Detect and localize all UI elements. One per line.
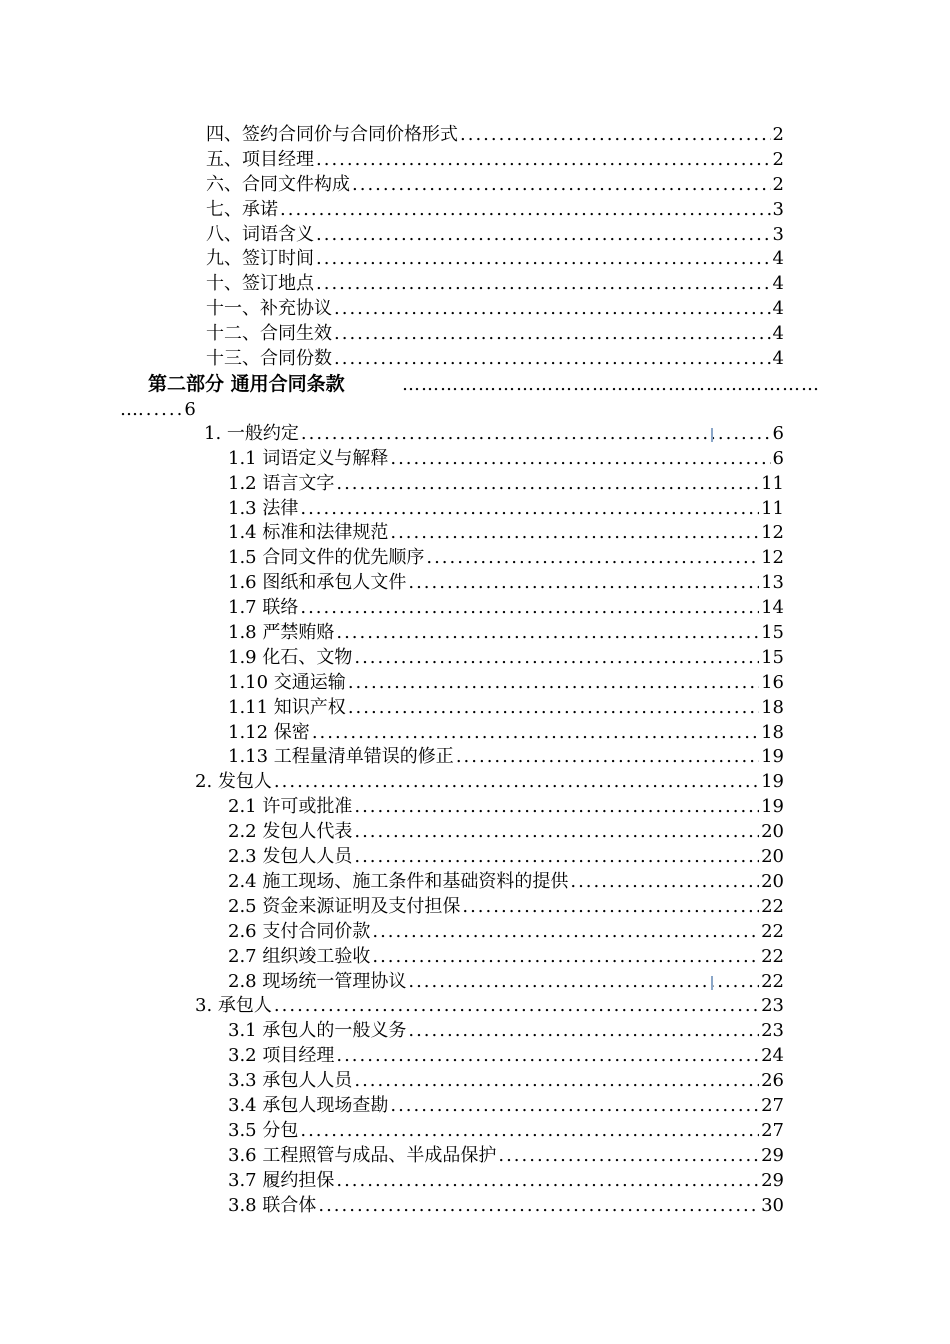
toc-leader xyxy=(334,621,759,646)
toc-entry[interactable] xyxy=(206,198,784,223)
toc-leader xyxy=(314,148,771,173)
toc-entry[interactable] xyxy=(228,920,784,945)
toc-entry[interactable] xyxy=(206,148,784,173)
toc-label: 2.2 发包人代表 xyxy=(228,821,353,843)
toc-page: 29 xyxy=(761,1144,784,1166)
toc-row xyxy=(0,1119,950,1144)
toc-page: 6 xyxy=(772,422,784,444)
toc-leader xyxy=(332,297,771,322)
toc-page: 20 xyxy=(761,870,784,892)
toc-label: 十一、补充协议 xyxy=(206,298,332,320)
part2-heading[interactable] xyxy=(0,372,950,422)
toc-row xyxy=(0,521,950,546)
toc-leader xyxy=(352,820,759,845)
toc-page: 18 xyxy=(761,721,784,743)
toc-label: 1.1 词语定义与解释 xyxy=(228,447,389,469)
toc-row xyxy=(0,671,950,696)
toc-entry[interactable] xyxy=(228,497,784,522)
toc-page: 19 xyxy=(761,746,784,768)
toc-label: 2.1 许可或批准 xyxy=(228,796,353,818)
toc-entry[interactable] xyxy=(228,1144,784,1169)
toc-label: 1.13 工程量清单错误的修正 xyxy=(228,746,454,768)
toc-entry[interactable] xyxy=(228,472,784,497)
toc-leader: ...... xyxy=(138,398,185,420)
toc-leader xyxy=(272,994,759,1019)
part2-leader-tail: … xyxy=(120,398,138,420)
toc-label: 1.3 法律 xyxy=(228,497,299,519)
toc-row xyxy=(0,795,950,820)
toc-row xyxy=(0,1194,950,1219)
toc-row xyxy=(0,272,950,297)
toc-label: 1.5 合同文件的优先顺序 xyxy=(228,547,425,569)
toc-leader xyxy=(352,646,759,671)
toc-label: 1.9 化石、文物 xyxy=(228,646,353,668)
toc-row xyxy=(0,322,950,347)
toc-leader xyxy=(406,571,759,596)
toc-entry[interactable] xyxy=(228,621,784,646)
toc-row xyxy=(0,820,950,845)
toc-page: 22 xyxy=(761,945,784,967)
toc-entry[interactable] xyxy=(228,1044,784,1069)
toc-label: 2.5 资金来源证明及支付担保 xyxy=(228,895,461,917)
toc-row xyxy=(0,247,950,272)
toc-label: 六、合同文件构成 xyxy=(206,173,350,195)
toc-leader xyxy=(496,1144,759,1169)
toc-entry[interactable] xyxy=(228,671,784,696)
toc-chapter-2[interactable] xyxy=(195,770,784,795)
toc-entry[interactable] xyxy=(206,223,784,248)
toc-label: 1.10 交通运输 xyxy=(228,671,346,693)
toc-label: 3. 承包人 xyxy=(195,995,272,1017)
toc-entry[interactable] xyxy=(206,322,784,347)
toc-page: 6 xyxy=(184,398,196,420)
toc-page: 4 xyxy=(772,248,784,270)
toc-label: 2.4 施工现场、施工条件和基础资料的提供 xyxy=(228,870,569,892)
toc-entry[interactable] xyxy=(228,845,784,870)
toc-row xyxy=(0,173,950,198)
toc-label: 1.12 保密 xyxy=(228,721,310,743)
toc-row xyxy=(0,970,950,995)
toc-leader xyxy=(388,1094,759,1119)
toc-entry[interactable] xyxy=(228,596,784,621)
toc-label: 五、项目经理 xyxy=(206,148,314,170)
toc-page: 13 xyxy=(761,572,784,594)
toc-label: 1.2 语言文字 xyxy=(228,472,335,494)
toc-row xyxy=(0,546,950,571)
toc-page: 4 xyxy=(772,273,784,295)
toc-row xyxy=(0,148,950,173)
toc-leader xyxy=(370,945,759,970)
toc-row xyxy=(0,621,950,646)
toc-page: 14 xyxy=(761,597,784,619)
toc-leader xyxy=(298,497,759,522)
toc-row xyxy=(0,123,950,148)
toc-entry[interactable] xyxy=(228,696,784,721)
toc-leader xyxy=(332,322,771,347)
toc-row xyxy=(0,920,950,945)
toc-row xyxy=(0,945,950,970)
toc-page: 2 xyxy=(772,124,784,145)
toc-page: 16 xyxy=(761,671,784,693)
toc-entry[interactable] xyxy=(228,870,784,895)
toc-leader xyxy=(332,347,771,372)
toc-label: 3.8 联合体 xyxy=(228,1194,317,1216)
toc-row xyxy=(0,721,950,746)
toc-leader xyxy=(299,422,771,447)
toc-entry[interactable] xyxy=(228,1094,784,1119)
toc-leader xyxy=(278,198,771,223)
toc-entry[interactable] xyxy=(228,795,784,820)
toc-entry[interactable] xyxy=(228,447,784,472)
toc-leader xyxy=(346,696,759,721)
toc-page: 26 xyxy=(761,1070,784,1092)
toc-leader xyxy=(350,173,771,198)
toc-leader xyxy=(316,1194,759,1219)
toc-leader xyxy=(352,845,759,870)
toc-page: 20 xyxy=(761,821,784,843)
toc-leader xyxy=(314,223,771,248)
toc-label: 3.4 承包人现场查勘 xyxy=(228,1094,389,1116)
toc-label: 3.7 履约担保 xyxy=(228,1169,335,1191)
toc-row xyxy=(0,745,950,770)
toc-label: 1.7 联络 xyxy=(228,597,299,619)
toc-leader xyxy=(298,596,759,621)
toc-page: 12 xyxy=(761,522,784,544)
toc-page: 22 xyxy=(761,970,784,992)
toc-leader xyxy=(352,795,759,820)
toc-label: 2.7 组织竣工验收 xyxy=(228,945,371,967)
toc-chapter-1[interactable] xyxy=(204,422,784,447)
toc-entry[interactable] xyxy=(228,895,784,920)
toc-row xyxy=(0,447,950,472)
toc-label: 1. 一般约定 xyxy=(204,422,299,444)
table-of-contents xyxy=(0,123,950,1218)
toc-row xyxy=(0,223,950,248)
toc-entry[interactable] xyxy=(206,272,784,297)
toc-leader xyxy=(406,970,759,995)
toc-row xyxy=(0,770,950,795)
toc-entry[interactable] xyxy=(206,347,784,372)
toc-entry[interactable] xyxy=(228,646,784,671)
toc-page: 20 xyxy=(761,846,784,868)
toc-page: 23 xyxy=(761,995,784,1017)
toc-leader xyxy=(370,920,759,945)
toc-entry[interactable] xyxy=(206,247,784,272)
toc-page: 3 xyxy=(772,198,784,220)
toc-row xyxy=(0,646,950,671)
toc-row xyxy=(0,696,950,721)
toc-row xyxy=(0,1019,950,1044)
toc-page: 30 xyxy=(761,1194,784,1216)
toc-row xyxy=(0,347,950,372)
toc-leader xyxy=(310,721,759,746)
toc-label: 1.6 图纸和承包人文件 xyxy=(228,572,407,594)
toc-page: 23 xyxy=(761,1020,784,1042)
toc-leader xyxy=(346,671,759,696)
toc-page: 22 xyxy=(761,895,784,917)
toc-label: 十三、合同份数 xyxy=(206,348,332,370)
toc-entry[interactable] xyxy=(206,123,784,148)
toc-chapter-3[interactable] xyxy=(195,994,784,1019)
toc-leader xyxy=(334,1044,759,1069)
toc-entry[interactable] xyxy=(228,1194,784,1219)
toc-page: 4 xyxy=(772,323,784,345)
toc-label: 2.3 发包人人员 xyxy=(228,846,353,868)
toc-row xyxy=(0,1044,950,1069)
toc-entry[interactable] xyxy=(228,945,784,970)
toc-leader xyxy=(406,1019,759,1044)
toc-entry[interactable] xyxy=(228,970,784,995)
toc-page: 3 xyxy=(772,223,784,245)
toc-label: 1.4 标准和法律规范 xyxy=(228,522,389,544)
toc-entry[interactable] xyxy=(228,1119,784,1144)
toc-row xyxy=(0,845,950,870)
toc-leader xyxy=(314,247,771,272)
toc-label: 七、承诺 xyxy=(206,198,278,220)
toc-row xyxy=(0,895,950,920)
toc-entry[interactable] xyxy=(206,173,784,198)
toc-page: 29 xyxy=(761,1169,784,1191)
toc-entry[interactable] xyxy=(228,521,784,546)
toc-page: 18 xyxy=(761,696,784,718)
toc-leader xyxy=(314,272,771,297)
toc-label: 八、词语含义 xyxy=(206,223,314,245)
toc-label: 2.8 现场统一管理协议 xyxy=(228,970,407,992)
toc-page: 15 xyxy=(761,646,784,668)
toc-leader xyxy=(272,770,759,795)
toc-row xyxy=(0,870,950,895)
toc-page: 2 xyxy=(772,173,784,195)
toc-leader xyxy=(352,1069,759,1094)
toc-page: 4 xyxy=(772,348,784,370)
toc-entry[interactable] xyxy=(228,820,784,845)
toc-leader xyxy=(388,447,770,472)
toc-leader xyxy=(334,1169,759,1194)
toc-page: 19 xyxy=(761,796,784,818)
toc-page: 4 xyxy=(772,298,784,320)
toc-leader xyxy=(424,546,759,571)
toc-label: 九、签订时间 xyxy=(206,248,314,270)
toc-page: 11 xyxy=(761,497,784,519)
toc-label: 十、签订地点 xyxy=(206,273,314,295)
toc-page: 11 xyxy=(761,472,784,494)
toc-row xyxy=(0,1144,950,1169)
toc-leader xyxy=(334,472,759,497)
toc-leader xyxy=(388,521,759,546)
toc-leader xyxy=(402,372,830,397)
toc-label: 十二、合同生效 xyxy=(206,323,332,345)
toc-row xyxy=(0,1169,950,1194)
toc-label: 3.3 承包人人员 xyxy=(228,1070,353,1092)
toc-page: 27 xyxy=(761,1119,784,1141)
toc-entry[interactable] xyxy=(228,745,784,770)
toc-row xyxy=(0,297,950,322)
toc-row xyxy=(0,1094,950,1119)
toc-entry[interactable] xyxy=(228,1069,784,1094)
toc-label: 四、签约合同价与合同价格形式 xyxy=(206,124,458,145)
toc-label: 2. 发包人 xyxy=(195,771,272,793)
toc-row xyxy=(0,1069,950,1094)
toc-entry[interactable] xyxy=(228,571,784,596)
toc-row xyxy=(0,596,950,621)
toc-leader xyxy=(568,870,759,895)
toc-page: 22 xyxy=(761,920,784,942)
toc-row xyxy=(0,571,950,596)
part2-line2 xyxy=(120,397,196,422)
toc-row xyxy=(0,422,950,447)
toc-leader xyxy=(298,1119,759,1144)
toc-entry[interactable] xyxy=(206,297,784,322)
toc-page: 27 xyxy=(761,1094,784,1116)
toc-row xyxy=(0,994,950,1019)
toc-page: 2 xyxy=(772,148,784,170)
cursor-marker xyxy=(711,428,713,442)
toc-row xyxy=(0,472,950,497)
toc-entry[interactable] xyxy=(228,1019,784,1044)
toc-page: 19 xyxy=(761,771,784,793)
toc-leader xyxy=(454,745,759,770)
toc-leader xyxy=(458,123,771,148)
toc-entry[interactable] xyxy=(228,546,784,571)
toc-page: 12 xyxy=(761,547,784,569)
part2-title: 第二部分 通用合同条款 xyxy=(148,372,345,395)
toc-label: 2.6 支付合同价款 xyxy=(228,920,371,942)
toc-label: 3.1 承包人的一般义务 xyxy=(228,1020,407,1042)
toc-entry[interactable] xyxy=(228,721,784,746)
toc-entry[interactable] xyxy=(228,1169,784,1194)
cursor-marker xyxy=(711,976,713,990)
toc-label: 3.6 工程照管与成品、半成品保护 xyxy=(228,1144,497,1166)
toc-row xyxy=(0,497,950,522)
toc-page: 15 xyxy=(761,622,784,644)
toc-page: 6 xyxy=(772,447,784,469)
toc-label: 1.11 知识产权 xyxy=(228,696,346,718)
toc-label: 3.2 项目经理 xyxy=(228,1045,335,1067)
toc-label: 3.5 分包 xyxy=(228,1119,299,1141)
toc-page: 24 xyxy=(761,1045,784,1067)
toc-row xyxy=(0,198,950,223)
toc-label: 1.8 严禁贿赂 xyxy=(228,622,335,644)
toc-leader xyxy=(460,895,759,920)
